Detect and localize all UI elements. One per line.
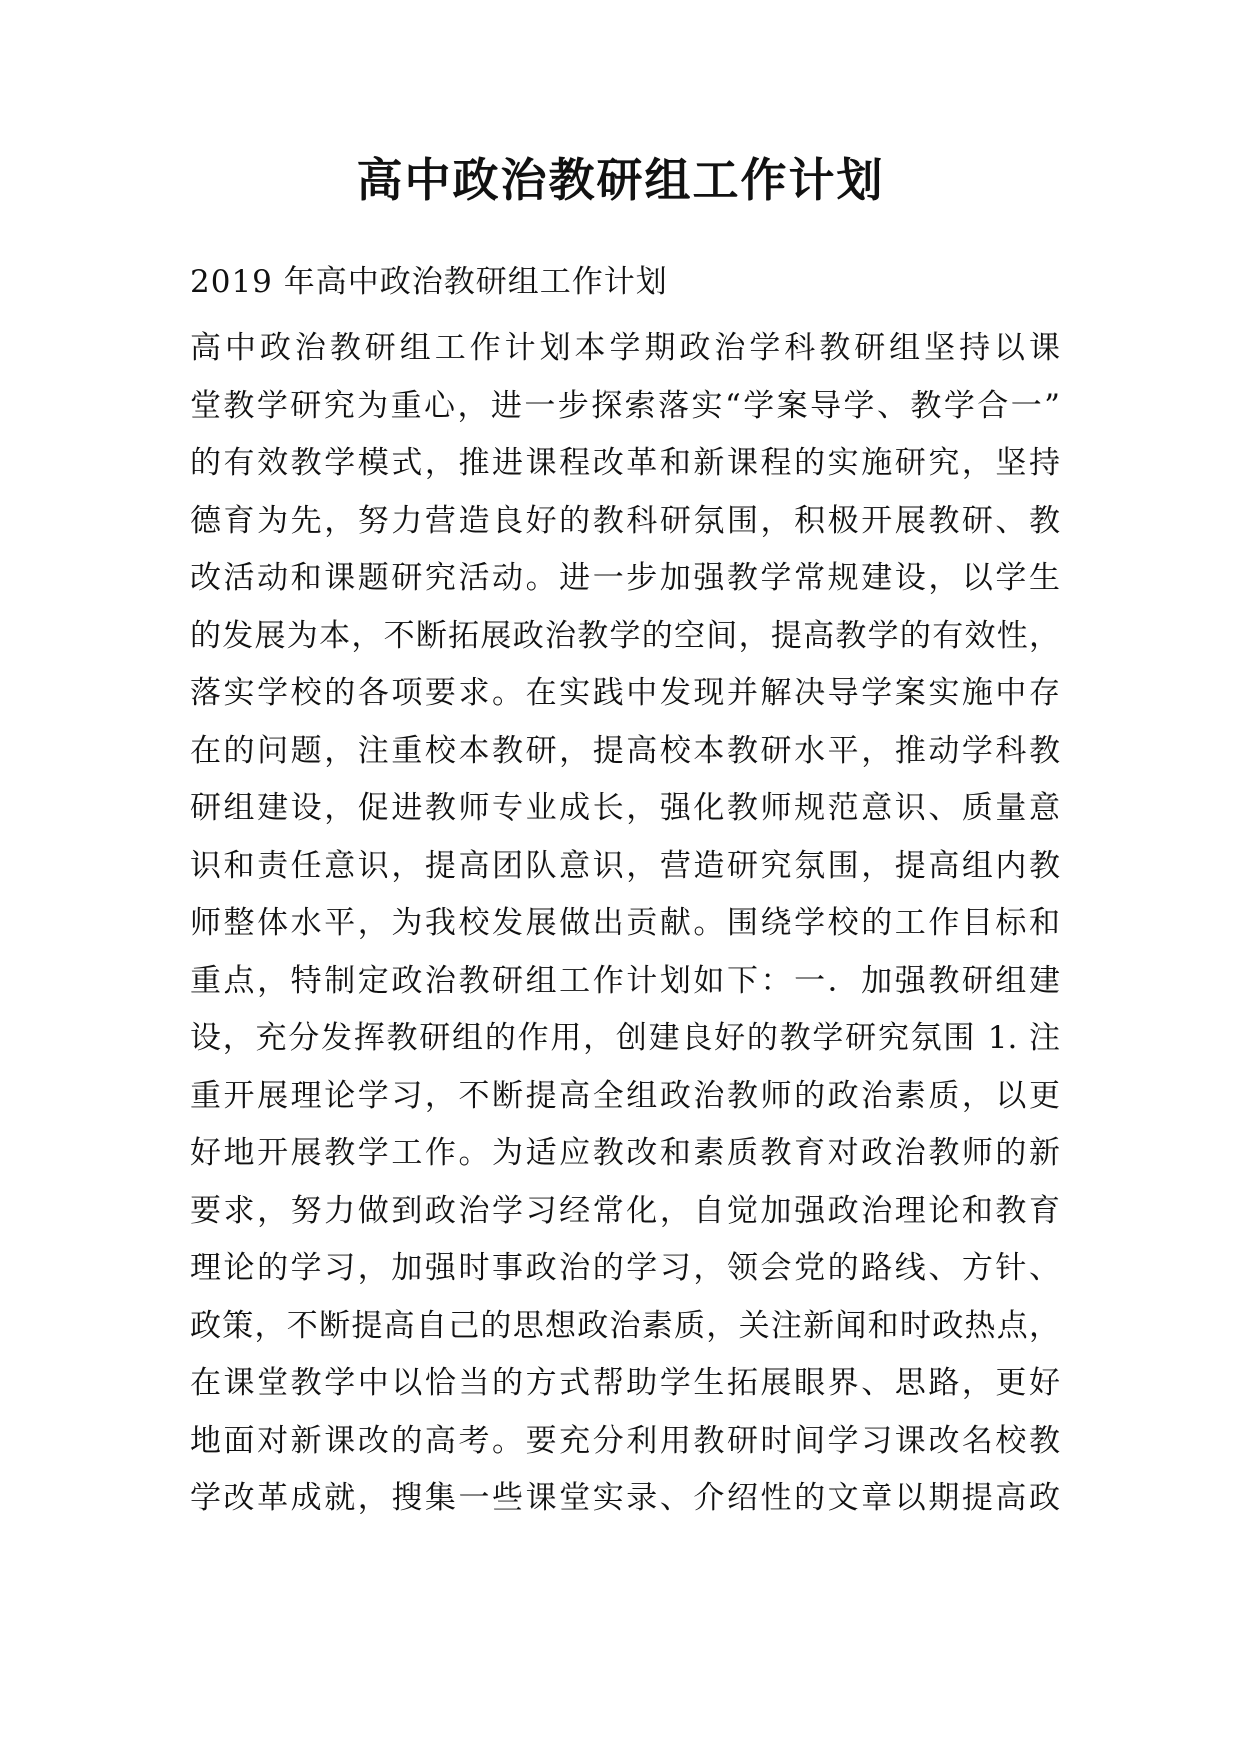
text-line: 在课堂教学中以恰当的方式帮助学生拓展眼界、思路，更好 — [190, 1365, 1060, 1401]
text-line: 地面对新课改的高考。要充分利用教研时间学习课改名校教 — [190, 1422, 1060, 1459]
document-title: 高中政治教研组工作计划 — [356, 153, 885, 207]
text-line: 德育为先，努力营造良好的教科研氛围，积极开展教研、教 — [190, 502, 1060, 539]
text-line: 学改革成就，搜集一些课堂实录、介绍性的文章以期提高政 — [190, 1480, 1060, 1516]
text-line: 落实学校的各项要求。在实践中发现并解决导学案实施中存 — [190, 675, 1060, 711]
text-line: 改活动和课题研究活动。进一步加强教学常规建设，以学生 — [190, 560, 1060, 596]
text-line: 重开展理论学习，不断提高全组政治教师的政治素质，以更 — [190, 1077, 1060, 1114]
text-line: 研组建设，促进教师专业成长，强化教师规范意识、质量意 — [190, 790, 1060, 826]
text-line: 识和责任意识，提高团队意识，营造研究氛围，提高组内教 — [190, 847, 1060, 884]
text-line: 的有效教学模式，推进课程改革和新课程的实施研究，坚持 — [190, 445, 1060, 481]
text-line: 堂教学研究为重心，进一步探索落实“学案导学、教学合一” — [190, 387, 1060, 424]
text-line: 师整体水平，为我校发展做出贡献。围绕学校的工作目标和 — [190, 905, 1060, 941]
document-subtitle: 2019 年高中政治教研组工作计划 — [190, 264, 668, 300]
text-line: 好地开展教学工作。为适应教改和素质教育对政治教师的新 — [190, 1135, 1060, 1171]
text-line: 在的问题，注重校本教研，提高校本教研水平，推动学科教 — [190, 732, 1060, 769]
text-line: 的发展为本，不断拓展政治教学的空间，提高教学的有效性， — [190, 617, 1060, 654]
text-line: 理论的学习，加强时事政治的学习，领会党的路线、方针、 — [190, 1250, 1060, 1286]
text-line: 高中政治教研组工作计划本学期政治学科教研组坚持以课 — [190, 330, 1060, 366]
text-line: 要求，努力做到政治学习经常化，自觉加强政治理论和教育 — [190, 1192, 1060, 1229]
text-line: 政策，不断提高自己的思想政治素质，关注新闻和时政热点， — [190, 1307, 1060, 1344]
text-line: 重点，特制定政治教研组工作计划如下：一．加强教研组建 — [190, 962, 1060, 999]
text-line: 设，充分发挥教研组的作用，创建良好的教学研究氛围 1. 注 — [190, 1020, 1060, 1056]
body-text — [190, 320, 1060, 1528]
